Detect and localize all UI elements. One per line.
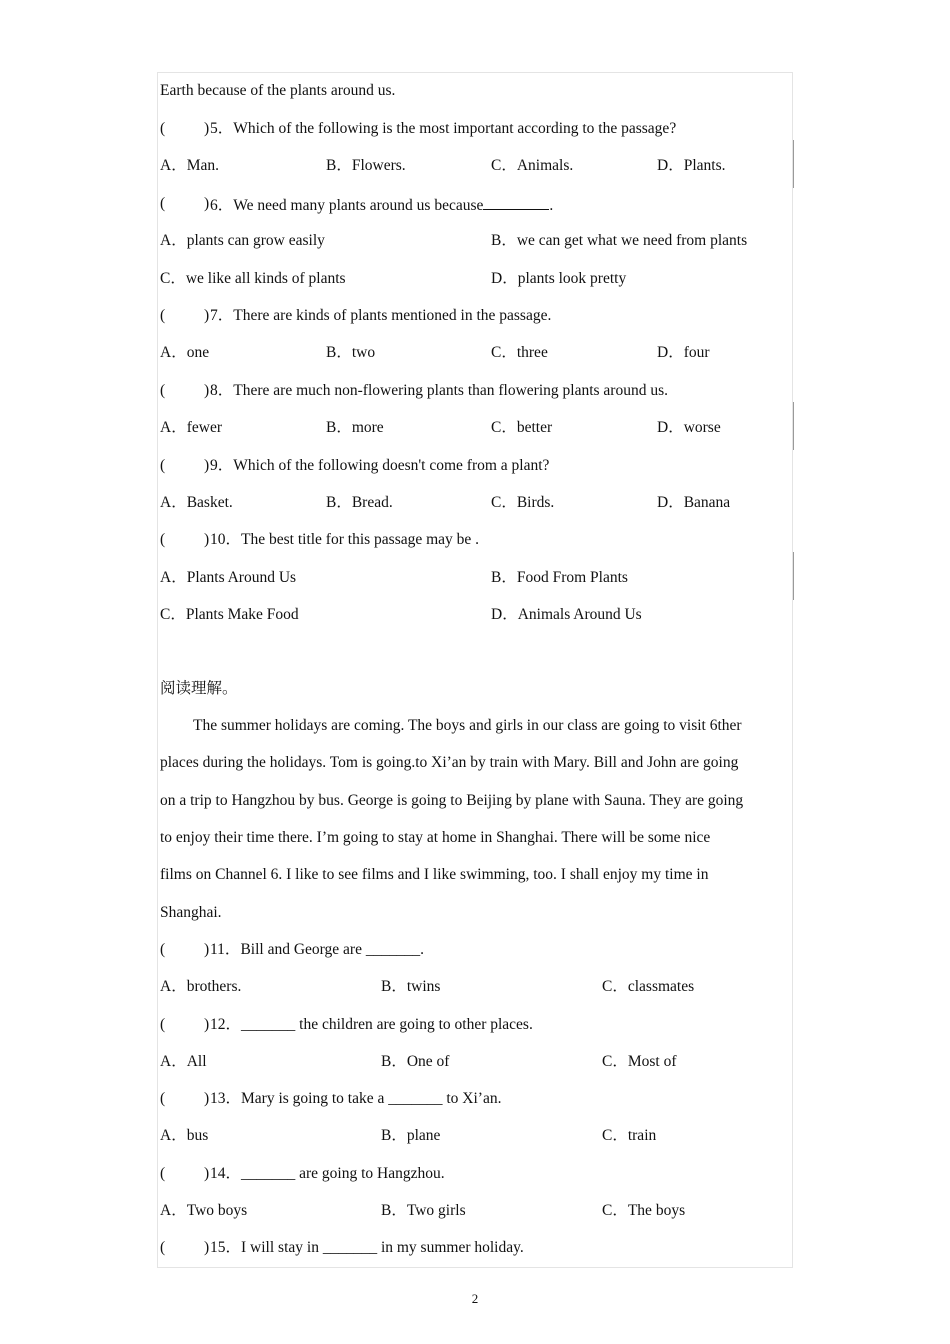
option-a[interactable] (160, 1053, 207, 1071)
option-text: Plants. (683, 157, 726, 174)
option-text: more (351, 419, 384, 436)
option-label: B． (381, 1053, 407, 1070)
passage-line: on a trip to Hangzhou by bus. George is going to Beijing by plane with Sauna. They are going (160, 792, 744, 809)
margin-mark (793, 552, 794, 600)
question-text (210, 531, 479, 549)
option-text: Animals. (516, 157, 574, 174)
question-number: 14． (210, 1165, 242, 1182)
option-text: plants look pretty (517, 270, 627, 287)
option-text: Two girls (406, 1202, 466, 1219)
option-text: one (186, 344, 210, 361)
option-label: B． (381, 978, 407, 995)
passage-line: places during the holidays. Tom is going.to Xi’an by train with Mary. Bill and John are going (160, 754, 739, 771)
option-d[interactable] (657, 419, 721, 437)
option-text: Animals Around Us (517, 606, 642, 623)
answer-bracket-open: ( (160, 1090, 166, 1107)
question-number: 6． (210, 197, 234, 214)
option-c[interactable] (491, 344, 548, 362)
option-label: B． (326, 344, 352, 361)
question-number: 9． (210, 457, 234, 474)
option-label: A． (160, 344, 187, 361)
options-row (160, 157, 790, 175)
margin-mark (793, 402, 794, 450)
option-b[interactable] (326, 419, 384, 437)
option-a[interactable] (160, 494, 233, 512)
passage-line: films on Channel 6. I like to see films and I like swimming, too. I shall enjoy my time in (160, 866, 709, 883)
option-label: B． (381, 1127, 407, 1144)
option-label: B． (326, 494, 352, 511)
option-a[interactable] (160, 157, 219, 175)
answer-bracket-open: ( (160, 457, 166, 474)
option-label: A． (160, 494, 187, 511)
option-label: C． (491, 419, 517, 436)
option-text: four (683, 344, 710, 361)
question-number: 11． (210, 941, 241, 958)
option-c[interactable] (602, 1127, 656, 1145)
options-row (160, 606, 790, 624)
option-label: A． (160, 978, 187, 995)
question-sentence: Mary is going to take a _______ to Xi’an. (241, 1090, 502, 1107)
question-stem (160, 195, 790, 213)
answer-bracket-open: ( (160, 307, 166, 324)
question-sentence: There are much non-flowering plants than flowering plants around us. (233, 382, 668, 399)
option-label: C． (491, 344, 517, 361)
option-b[interactable] (491, 569, 628, 587)
question-text (210, 1165, 445, 1183)
option-label: C． (602, 1202, 628, 1219)
question-text (210, 1239, 524, 1257)
question-stem (160, 1165, 790, 1183)
option-b[interactable] (491, 232, 747, 250)
option-text: Plants Make Food (185, 606, 299, 623)
question-sentence: Bill and George are _______. (240, 941, 424, 958)
answer-bracket-close: ) (204, 1165, 210, 1182)
question-text (210, 1016, 533, 1034)
passage-line: to enjoy their time there. I’m going to stay at home in Shanghai. There will be some nice (160, 829, 711, 846)
question-text (210, 120, 676, 138)
question-number: 10． (210, 531, 242, 548)
question-stem (160, 1239, 790, 1257)
option-label: D． (491, 270, 518, 287)
answer-blank (483, 195, 549, 210)
answer-bracket-open: ( (160, 382, 166, 399)
question-number: 13． (210, 1090, 242, 1107)
question-number: 5． (210, 120, 234, 137)
answer-bracket-close: ) (204, 1016, 210, 1033)
option-c[interactable] (602, 978, 694, 996)
option-text: Most of (627, 1053, 677, 1070)
question-stem (160, 1090, 790, 1108)
option-text: we like all kinds of plants (185, 270, 346, 287)
question-sentence: We need many plants around us because (233, 197, 484, 214)
option-text: One of (406, 1053, 450, 1070)
option-d[interactable] (657, 157, 725, 175)
option-d[interactable] (657, 344, 710, 362)
question-stem (160, 307, 790, 325)
question-text (210, 457, 549, 475)
question-sentence: The best title for this passage may be . (241, 531, 480, 548)
margin-mark (793, 140, 794, 188)
section-heading: 阅读理解。 (160, 680, 238, 697)
question-stem (160, 120, 790, 138)
option-b[interactable] (381, 978, 440, 996)
option-label: A． (160, 1202, 187, 1219)
option-label: C． (602, 1053, 628, 1070)
answer-bracket-close: ) (204, 1239, 210, 1256)
option-label: C． (491, 494, 517, 511)
answer-bracket-open: ( (160, 941, 166, 958)
option-c[interactable] (602, 1202, 685, 1220)
option-b[interactable] (326, 157, 406, 175)
question-text (210, 1090, 501, 1108)
question-sentence: I will stay in _______ in my summer holiday. (241, 1239, 524, 1256)
question-stem (160, 941, 790, 959)
question-stem (160, 1016, 790, 1034)
answer-bracket-open: ( (160, 120, 166, 137)
option-label: B． (381, 1202, 407, 1219)
answer-bracket-open: ( (160, 1239, 166, 1256)
option-label: B． (326, 157, 352, 174)
option-text: Man. (186, 157, 219, 174)
answer-bracket-close: ) (204, 531, 210, 548)
options-row (160, 344, 790, 362)
page-frame (157, 72, 793, 1268)
answer-bracket-open: ( (160, 1016, 166, 1033)
option-label: A． (160, 419, 187, 436)
answer-bracket-close: ) (204, 195, 210, 212)
option-label: D． (657, 344, 684, 361)
option-text: plants can grow easily (186, 232, 325, 249)
option-text: The boys (627, 1202, 686, 1219)
option-text: fewer (186, 419, 222, 436)
question-number: 7． (210, 307, 234, 324)
options-row (160, 978, 790, 996)
option-label: C． (160, 606, 186, 623)
option-text: plane (406, 1127, 441, 1144)
options-row (160, 569, 790, 587)
question-stem (160, 457, 790, 475)
option-label: C． (602, 978, 628, 995)
option-text: train (627, 1127, 657, 1144)
option-label: C． (602, 1127, 628, 1144)
option-b[interactable] (326, 494, 393, 512)
option-text: brothers. (186, 978, 242, 995)
option-c[interactable] (602, 1053, 677, 1071)
question-number: 15． (210, 1239, 242, 1256)
option-b[interactable] (381, 1053, 449, 1071)
option-label: C． (160, 270, 186, 287)
option-a[interactable] (160, 344, 209, 362)
option-label: D． (657, 419, 684, 436)
answer-bracket-close: ) (204, 120, 210, 137)
option-text: Two boys (186, 1202, 248, 1219)
answer-bracket-open: ( (160, 531, 166, 548)
option-label: B． (491, 569, 517, 586)
options-row (160, 1127, 790, 1145)
option-label: A． (160, 569, 187, 586)
option-text: Food From Plants (516, 569, 628, 586)
passage-line: The summer holidays are coming. The boys and girls in our class are going to visit 6ther (193, 717, 742, 734)
options-row (160, 1202, 790, 1220)
option-text: Banana (683, 494, 731, 511)
question-sentence: _______ are going to Hangzhou. (241, 1165, 445, 1182)
option-text: we can get what we need from plants (516, 232, 748, 249)
option-a[interactable] (160, 978, 241, 996)
option-text: classmates (627, 978, 695, 995)
option-text: Flowers. (351, 157, 406, 174)
question-sentence: _______ the children are going to other places. (241, 1016, 533, 1033)
option-label: D． (657, 494, 684, 511)
answer-bracket-close: ) (204, 457, 210, 474)
option-label: D． (491, 606, 518, 623)
question-text (210, 195, 553, 215)
option-a[interactable] (160, 232, 325, 250)
option-text: better (516, 419, 553, 436)
options-row (160, 270, 790, 288)
question-sentence: There are kinds of plants mentioned in the passage. (233, 307, 552, 324)
option-text: bus (186, 1127, 209, 1144)
question-sentence: Which of the following is the most important according to the passage? (233, 120, 677, 137)
option-a[interactable] (160, 569, 296, 587)
option-b[interactable] (491, 270, 626, 288)
answer-bracket-open: ( (160, 1165, 166, 1182)
option-b[interactable] (381, 1127, 440, 1145)
option-d[interactable] (657, 494, 730, 512)
option-a[interactable] (160, 419, 222, 437)
answer-bracket-close: ) (204, 307, 210, 324)
option-text: twins (406, 978, 441, 995)
option-label: A． (160, 1053, 187, 1070)
option-label: C． (491, 157, 517, 174)
page-number: 2 (471, 1291, 479, 1306)
option-text: Bread. (351, 494, 393, 511)
options-row (160, 232, 790, 250)
question-text (210, 941, 424, 959)
option-label: A． (160, 1127, 187, 1144)
option-label: B． (491, 232, 517, 249)
option-text: three (516, 344, 548, 361)
passage-line: Shanghai. (160, 904, 222, 921)
option-label: A． (160, 157, 187, 174)
option-text: two (351, 344, 376, 361)
answer-bracket-close: ) (204, 382, 210, 399)
option-label: A． (160, 232, 187, 249)
option-c[interactable] (491, 157, 573, 175)
question-sentence: Which of the following doesn't come from a plant? (233, 457, 550, 474)
option-a[interactable] (160, 1127, 208, 1145)
answer-bracket-close: ) (204, 1090, 210, 1107)
options-row (160, 419, 790, 437)
question-end: . (549, 197, 554, 214)
option-text: Birds. (516, 494, 555, 511)
option-a[interactable] (160, 1202, 247, 1220)
option-c[interactable] (491, 419, 552, 437)
question-stem (160, 531, 790, 549)
option-b[interactable] (381, 1202, 466, 1220)
option-c[interactable] (491, 494, 554, 512)
options-row (160, 1053, 790, 1071)
option-text: Plants Around Us (186, 569, 297, 586)
question-number: 8． (210, 382, 234, 399)
option-label: B． (326, 419, 352, 436)
option-a[interactable] (160, 270, 346, 288)
question-text (210, 307, 551, 325)
option-text: All (186, 1053, 207, 1070)
option-b[interactable] (491, 606, 642, 624)
options-row (160, 494, 790, 512)
option-a[interactable] (160, 606, 299, 624)
option-b[interactable] (326, 344, 375, 362)
option-label: D． (657, 157, 684, 174)
answer-bracket-open: ( (160, 195, 166, 212)
option-text: Basket. (186, 494, 233, 511)
question-stem (160, 382, 790, 400)
question-number: 12． (210, 1016, 242, 1033)
passage-tail: Earth because of the plants around us. (160, 82, 396, 99)
question-text (210, 382, 668, 400)
answer-bracket-close: ) (204, 941, 210, 958)
option-text: worse (683, 419, 721, 436)
